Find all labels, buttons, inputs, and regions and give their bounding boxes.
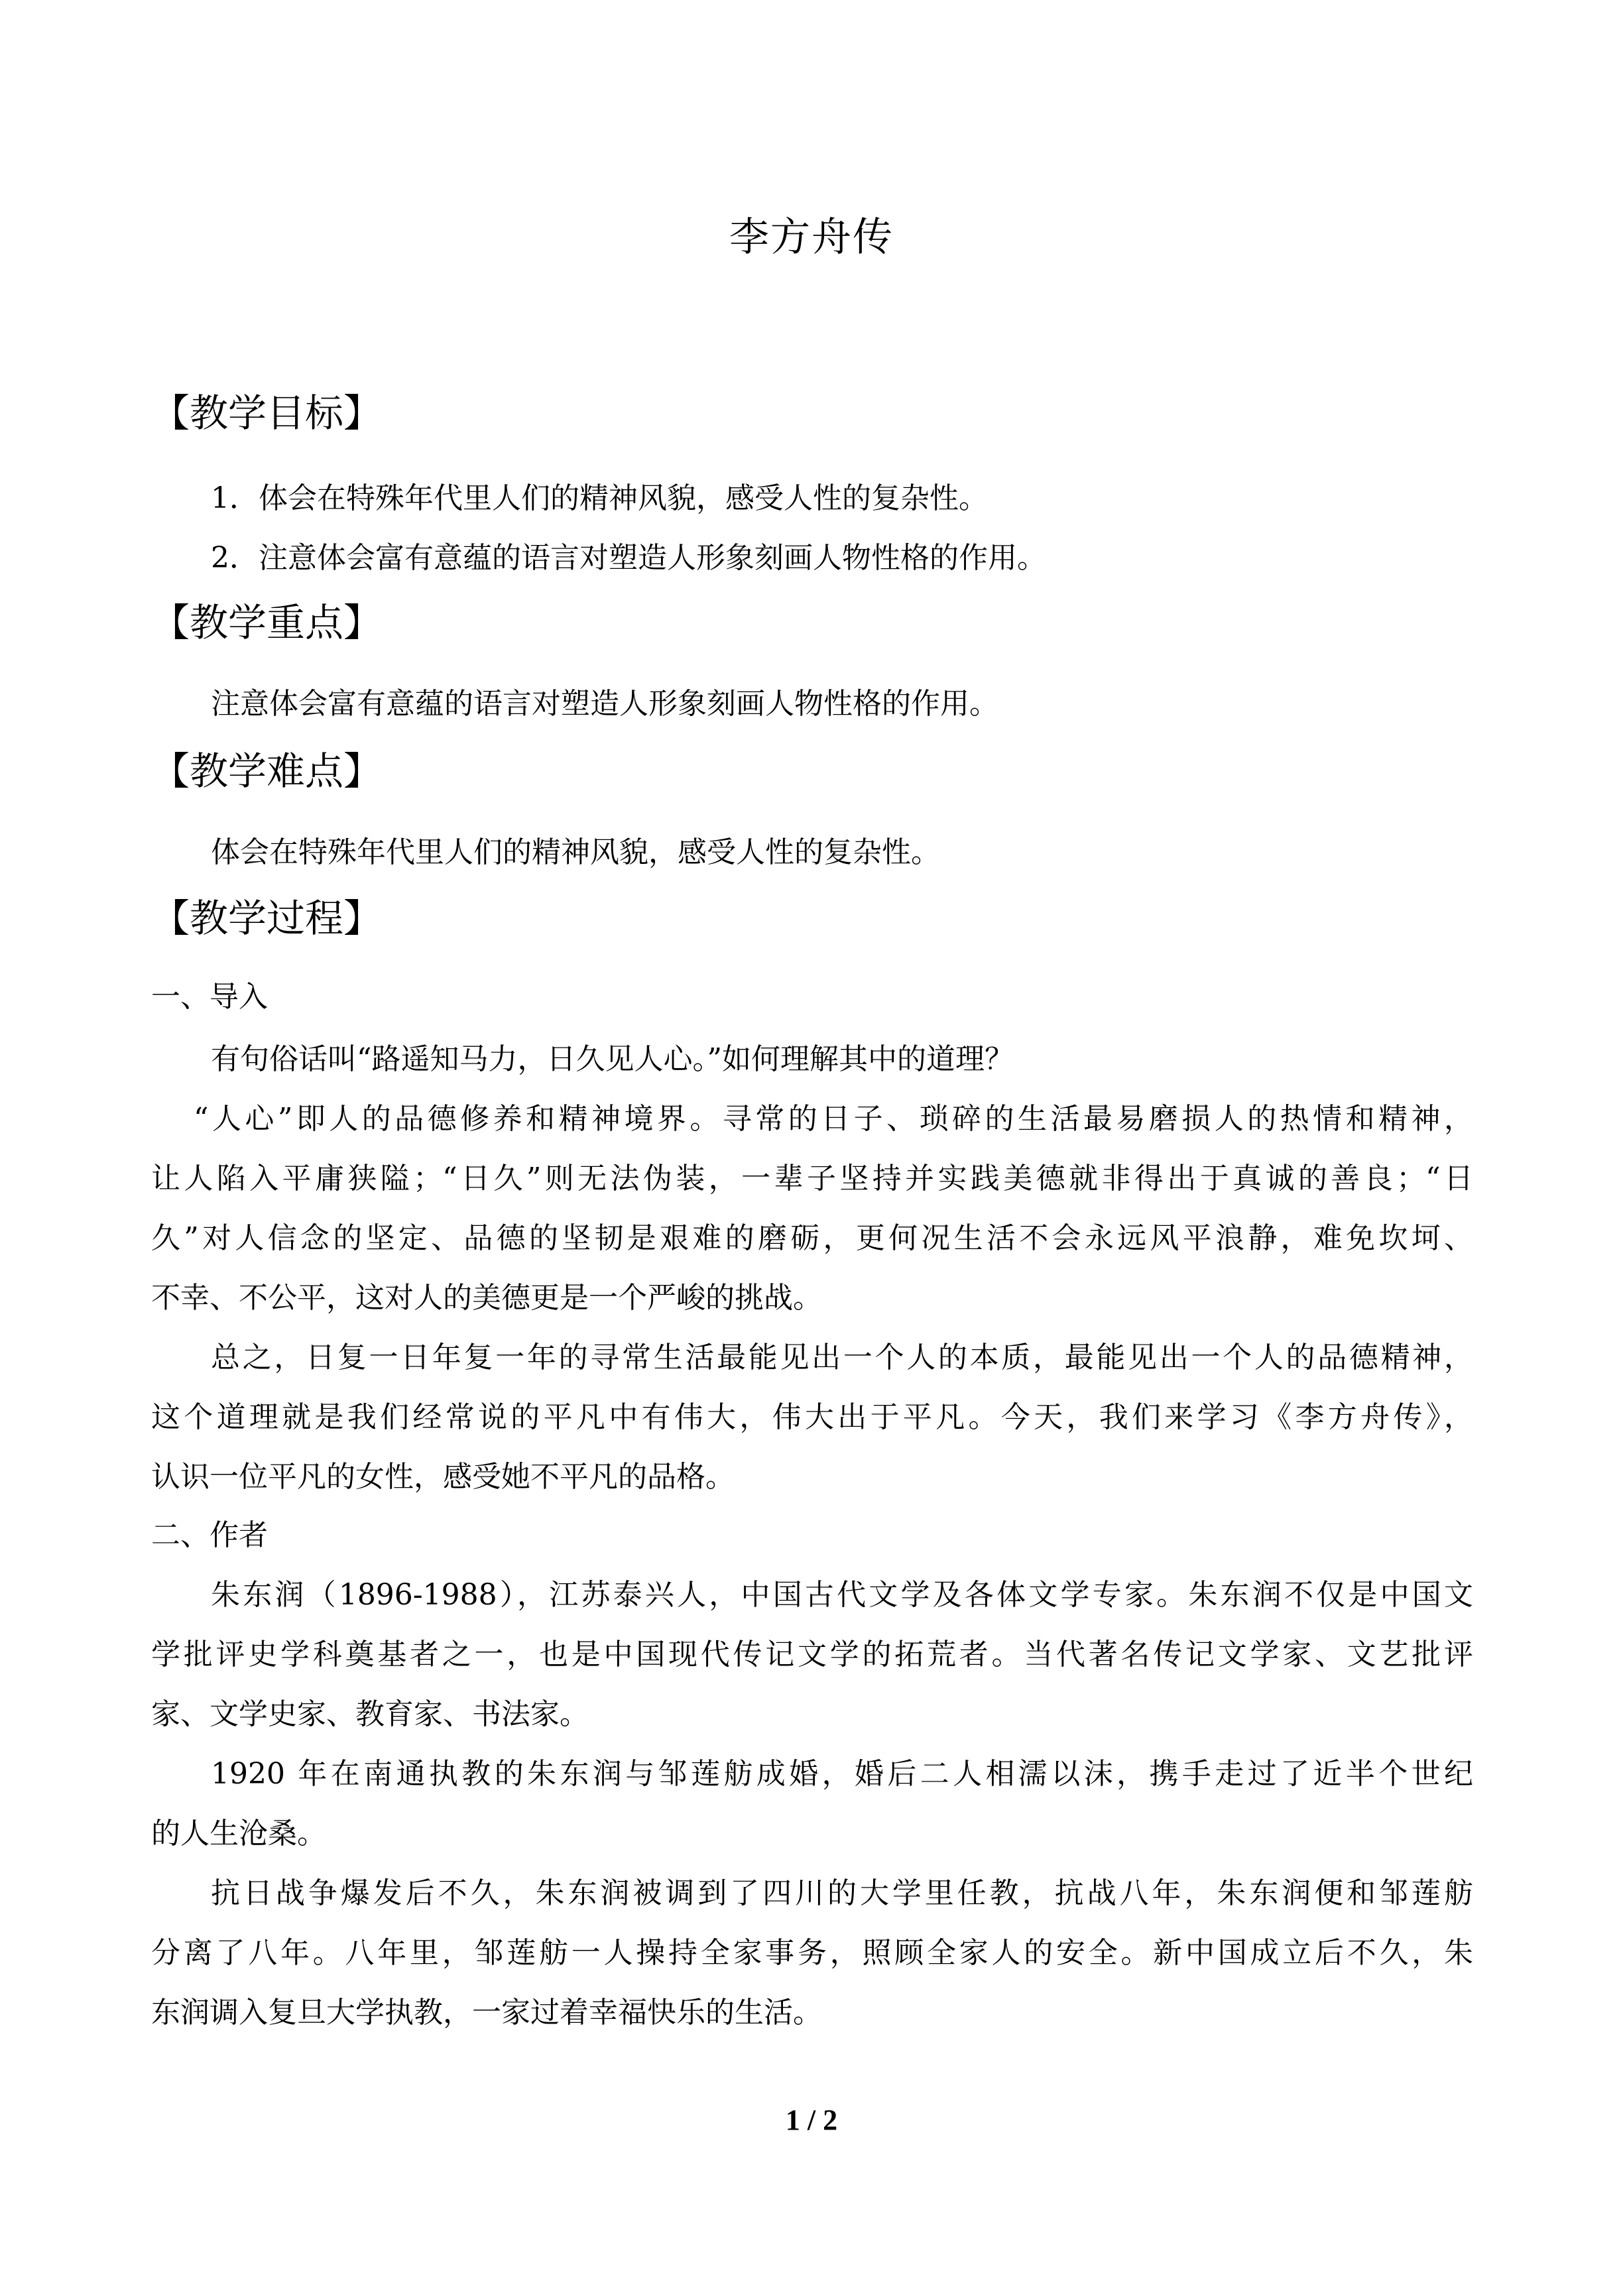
heading-difficulties: 【教学难点】 [151, 749, 383, 794]
heading-key-points: 【教学重点】 [151, 600, 383, 645]
author-p1-line-2: 学批评史学科奠基者之一，也是中国现代传记文学的拓荒者。当代著名传记文学家、文艺批评 [151, 1638, 1473, 1671]
key-points-text: 注意体会富有意蕴的语言对塑造人形象刻画人物性格的作用。 [211, 687, 998, 721]
author-p3-line-1: 抗日战争爆发后不久，朱东润被调到了四川的大学里任教，抗战八年，朱东润便和邹莲舫 [211, 1876, 1473, 1910]
heading-objectives: 【教学目标】 [151, 391, 383, 436]
heading-process: 【教学过程】 [151, 896, 383, 941]
document-title: 李方舟传 [729, 214, 894, 261]
author-heading: 二、作者 [151, 1518, 268, 1552]
author-p1-line-1: 朱东润（1896-1988），江苏泰兴人，中国古代文学及各体文学专家。朱东润不仅是中国文 [211, 1578, 1473, 1612]
objective-item-1: 1．体会在特殊年代里人们的精神风貌，感受人性的复杂性。 [211, 481, 988, 515]
intro-p2-line-4: 不幸、不公平，这对人的美德更是一个严峻的挑战。 [151, 1281, 822, 1315]
intro-paragraph-1: 有句俗话叫“路遥知马力，日久见人心。”如何理解其中的道理？ [211, 1042, 1014, 1076]
intro-p2-line-2: 让人陷入平庸狭隘；“日久”则无法伪装，一辈子坚持并实践美德就非得出于真诚的善良；“日 [151, 1162, 1473, 1195]
intro-heading: 一、导入 [151, 980, 268, 1014]
intro-p2-line-1: “人心”即人的品德修养和精神境界。寻常的日子、琐碎的生活最易磨损人的热情和精神， [194, 1102, 1473, 1136]
intro-p3-line-1: 总之，日复一日年复一年的寻常生活最能见出一个人的本质，最能见出一个人的品德精神， [211, 1341, 1473, 1374]
author-p3-line-2: 分离了八年。八年里，邹莲舫一人操持全家事务，照顾全家人的安全。新中国成立后不久，朱 [151, 1936, 1473, 1970]
author-p3-line-3: 东润调入复旦大学执教，一家过着幸福快乐的生活。 [151, 1996, 822, 2029]
intro-p3-line-2: 这个道理就是我们经常说的平凡中有伟大，伟大出于平凡。今天，我们来学习《李方舟传》， [151, 1400, 1473, 1434]
difficulties-text: 体会在特殊年代里人们的精神风貌，感受人性的复杂性。 [211, 835, 940, 869]
intro-p3-line-3: 认识一位平凡的女性，感受她不平凡的品格。 [151, 1460, 735, 1494]
author-p2-line-2: 的人生沧桑。 [151, 1817, 326, 1850]
page-number: 1 / 2 [785, 2104, 838, 2136]
objective-item-2: 2．注意体会富有意蕴的语言对塑造人形象刻画人物性格的作用。 [211, 541, 1046, 575]
author-p2-line-1: 1920 年在南通执教的朱东润与邹莲舫成婚，婚后二人相濡以沫，携手走过了近半个世纪 [211, 1757, 1473, 1791]
author-p1-line-3: 家、文学史家、教育家、书法家。 [151, 1697, 589, 1731]
intro-p2-line-3: 久”对人信念的坚定、品德的坚韧是艰难的磨砺，更何况生活不会永远风平浪静，难免坎坷、 [151, 1221, 1473, 1255]
